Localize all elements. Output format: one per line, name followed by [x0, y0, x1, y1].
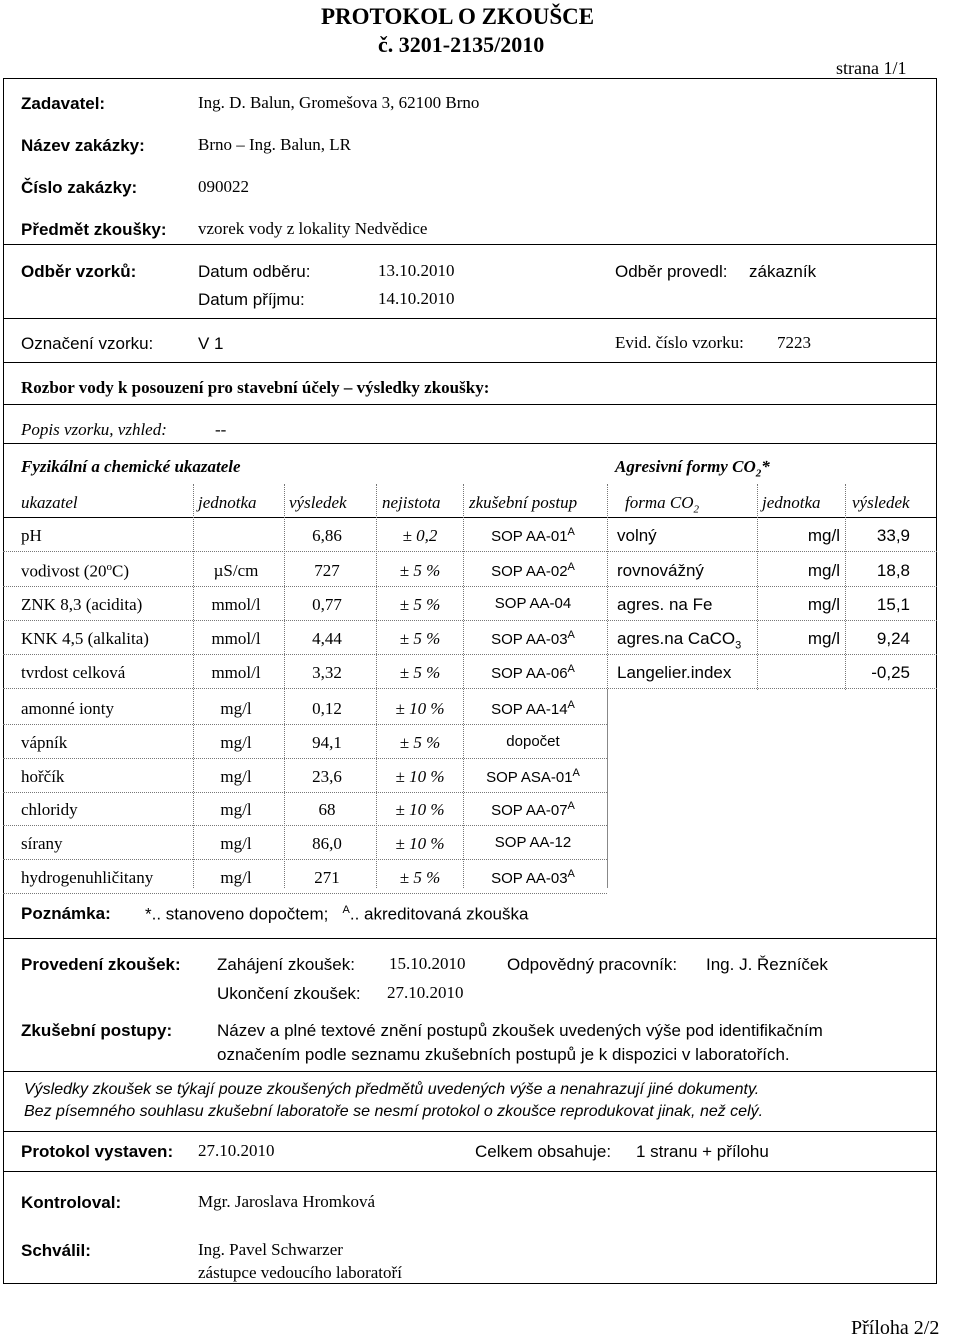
indicator-name: chloridy [21, 800, 78, 819]
client-value: Ing. D. Balun, Gromešova 3, 62100 Brno [198, 93, 480, 112]
sample-description-value: -- [215, 420, 227, 439]
co2-form: volný [617, 526, 657, 545]
indicator-method: SOP $AA-14^A$ [491, 699, 575, 718]
row-separator [3, 688, 937, 689]
co2-result: -0,25 [871, 663, 910, 682]
co2-unit: mg/l [807, 526, 840, 545]
indicator-result: 4,44 [312, 629, 342, 648]
indicator-result: 0,77 [312, 595, 342, 614]
indicator-uncertainty: ± 5 % [399, 595, 441, 614]
co2-unit: mg/l [807, 561, 840, 580]
col-header-result-right: výsledek [852, 493, 910, 512]
divider [607, 690, 608, 888]
execution-label: Provedení zkoušek: [21, 955, 181, 974]
methods-label: Zkušební postupy: [21, 1021, 173, 1040]
indicator-unit: µS/cm [213, 561, 259, 580]
divider [3, 362, 937, 363]
indicator-method: SOP ASA-$01^A$ [486, 767, 580, 786]
divider [3, 318, 937, 319]
order-name-label: Název zakázky: [21, 136, 145, 155]
co2-form: Langelier.index [617, 663, 732, 682]
indicator-uncertainty: ± 5 % [399, 561, 441, 580]
contents-label: Celkem obsahuje: [475, 1142, 612, 1161]
page-indicator: strana 1/1 [836, 58, 907, 78]
row-separator [3, 724, 607, 725]
analysis-title: Rozbor vody k posouzení pro stavební účely – výsledky zkoušky: [21, 378, 490, 397]
indicator-name: sírany [21, 834, 63, 853]
divider [3, 1131, 937, 1132]
co2-result: 18,8 [876, 561, 910, 580]
test-subject-value: vzorek vody z lokality Nedvědice [198, 219, 428, 238]
approved-by-value: Ing. Pavel Schwarzer [198, 1240, 343, 1259]
sampled-by-value: zákazník [749, 262, 817, 281]
indicator-method: SOP $AA-03^A$ [491, 629, 575, 648]
indicator-unit: mg/l [220, 767, 252, 786]
indicator-uncertainty: ± 10 % [395, 834, 445, 853]
checked-by-label: Kontroloval: [21, 1193, 122, 1212]
row-separator [3, 654, 937, 655]
indicator-result: 6,86 [312, 526, 342, 545]
sample-id-label: Označení vzorku: [21, 334, 154, 353]
methods-line-2: označením podle seznamu zkušebních postupů je k dispozici v laboratořích. [217, 1045, 790, 1064]
sample-id-value: V 1 [198, 334, 224, 353]
column-separator [757, 484, 758, 690]
methods-line-1: Název a plné textové znění postupů zkoušek uvedených výše pod identifikačním [217, 1021, 823, 1040]
indicator-uncertainty: ± 10 % [395, 767, 445, 786]
issued-label: Protokol vystaven: [21, 1142, 174, 1161]
row-separator [3, 620, 937, 621]
co2-result: 9,24 [876, 629, 910, 648]
indicator-uncertainty: ± 5 % [399, 733, 441, 752]
indicator-name: hořčík [21, 767, 65, 786]
indicator-uncertainty: ± 5 % [399, 629, 441, 648]
test-subject-label: Předmět zkoušky: [21, 220, 167, 239]
indicator-result: 727 [314, 561, 340, 580]
evidence-number-value: 7223 [777, 333, 811, 352]
indicator-method: SOP $AA-07^A$ [491, 800, 575, 819]
indicator-unit: mg/l [220, 800, 252, 819]
client-label: Zadavatel: [21, 94, 106, 113]
indicator-name: amonné ionty [21, 699, 115, 718]
indicator-method: SOP $AA-02^A$ [491, 561, 575, 580]
divider [3, 1171, 937, 1172]
indicator-result: 271 [314, 868, 340, 887]
col-header-result: výsledek [289, 493, 347, 512]
co2-form: agres.na CaCO$_3$ [617, 629, 742, 652]
sampling-date-value: 13.10.2010 [378, 261, 455, 280]
checked-by-value: Mgr. Jaroslava Hromková [198, 1192, 376, 1211]
indicator-result: 68 [318, 800, 336, 819]
approved-by-role: zástupce vedoucího laboratoří [198, 1263, 402, 1282]
co2-result: 33,9 [876, 526, 910, 545]
document-title: PROTOKOL O ZKOUŠCE [321, 4, 595, 29]
physchem-section-title: Fyzikální a chemické ukazatele [21, 457, 241, 476]
col-header-unit-right: jednotka [762, 493, 821, 512]
start-label: Zahájení zkoušek: [217, 955, 355, 974]
end-label: Ukončení zkoušek: [217, 984, 361, 1003]
col-header-indicator: ukazatel [21, 493, 78, 512]
note-text: *.. stanoveno dopočtem; $^A$.. akreditovaná zkouška [145, 904, 529, 924]
divider [3, 938, 937, 939]
indicator-method: SOP $AA-03^A$ [491, 868, 575, 887]
indicator-unit: mg/l [220, 699, 252, 718]
indicator-name: vodivost (20$^o$C) [21, 561, 129, 581]
row-separator [3, 758, 607, 759]
indicator-unit: mmol/l [211, 663, 261, 682]
header-rule [3, 517, 937, 518]
receipt-date-label: Datum příjmu: [198, 290, 305, 309]
order-number-label: Číslo zakázky: [21, 178, 138, 197]
indicator-name: KNK 4,5 (alkalita) [21, 629, 149, 648]
indicator-method: SOP $AA-06^A$ [491, 663, 575, 682]
divider [3, 1071, 937, 1072]
indicator-uncertainty: ± 5 % [399, 663, 441, 682]
indicator-uncertainty: ± 5 % [399, 868, 441, 887]
responsible-label: Odpovědný pracovník: [507, 955, 678, 974]
receipt-date-value: 14.10.2010 [378, 289, 455, 308]
indicator-name: hydrogenuhličitany [21, 868, 154, 887]
col-header-form: forma $CO_2$ [625, 493, 699, 516]
appendix-indicator: Příloha 2/2 [851, 1317, 940, 1339]
divider [3, 244, 937, 245]
col-header-unit: jednotka [198, 493, 257, 512]
indicator-uncertainty: ± 10 % [395, 699, 445, 718]
indicator-unit: mg/l [220, 868, 252, 887]
issued-value: 27.10.2010 [198, 1141, 275, 1160]
order-name-value: Brno – Ing. Balun, LR [198, 135, 351, 154]
sampled-by-label: Odběr provedl: [615, 262, 728, 281]
column-separator [463, 484, 464, 888]
indicator-unit: mmol/l [211, 595, 261, 614]
indicator-method: SOP AA-04 [494, 595, 572, 612]
indicator-name: tvrdost celková [21, 663, 126, 682]
protocol-number: č. 3201-2135/2010 [378, 32, 545, 57]
end-value: 27.10.2010 [387, 983, 464, 1002]
indicator-unit: mmol/l [211, 629, 261, 648]
indicator-name: pH [21, 526, 42, 545]
co2-form: agres. na Fe [617, 595, 713, 614]
sampling-date-label: Datum odběru: [198, 262, 311, 281]
start-value: 15.10.2010 [389, 954, 466, 973]
column-separator [284, 484, 285, 888]
contents-value: 1 stranu + přílohu [636, 1142, 769, 1161]
co2-result: 15,1 [876, 595, 910, 614]
sample-description-label: Popis vzorku, vzhled: [21, 420, 167, 439]
order-number-value: 090022 [198, 177, 249, 196]
row-separator [3, 825, 607, 826]
col-header-uncertainty: nejistota [382, 493, 441, 512]
indicator-uncertainty: ± 10 % [395, 800, 445, 819]
row-separator [3, 859, 607, 860]
indicator-result: 94,1 [312, 733, 342, 752]
responsible-value: Ing. J. Řezníček [706, 955, 828, 974]
indicator-unit: mg/l [220, 834, 252, 853]
disclaimer-line-2: Bez písemného souhlasu zkušební laboratoře se nesmí protokol o zkoušce reprodukovat jinak, než celý. [24, 1103, 764, 1120]
indicator-result: 86,0 [312, 834, 342, 853]
co2-unit: mg/l [807, 629, 840, 648]
co2-unit: mg/l [807, 595, 840, 614]
column-separator [376, 484, 377, 888]
indicator-method: dopočet [506, 733, 560, 750]
indicator-result: 0,12 [312, 699, 342, 718]
row-separator [3, 551, 937, 552]
note-label: Poznámka: [21, 904, 111, 923]
column-separator [193, 484, 194, 888]
indicator-uncertainty: ± 0,2 [402, 526, 438, 545]
indicator-method: SOP $AA-01^A$ [491, 526, 575, 545]
approved-by-label: Schválil: [21, 1241, 91, 1260]
divider [3, 404, 937, 405]
row-separator [3, 792, 607, 793]
evidence-number-label: Evid. číslo vzorku: [615, 333, 744, 352]
col-header-method: zkušební postup [469, 493, 578, 512]
indicator-name: ZNK 8,3 (acidita) [21, 595, 143, 614]
divider [3, 443, 937, 444]
indicator-method: SOP AA-12 [494, 834, 572, 851]
co2-section-title: Agresivní formy $CO_2*$ [615, 457, 770, 480]
indicator-name: vápník [21, 733, 68, 752]
column-separator [845, 484, 846, 690]
indicator-result: 23,6 [312, 767, 342, 786]
co2-form: rovnovážný [617, 561, 704, 580]
disclaimer-line-1: Výsledky zkoušek se týkají pouze zkoušených předmětů uvedených výše a nenahrazují jiné dokumenty. [24, 1081, 760, 1098]
row-separator [3, 586, 937, 587]
sampling-label: Odběr vzorků: [21, 262, 137, 281]
indicator-unit: mg/l [220, 733, 252, 752]
row-separator [3, 893, 607, 894]
indicator-result: 3,32 [312, 663, 342, 682]
